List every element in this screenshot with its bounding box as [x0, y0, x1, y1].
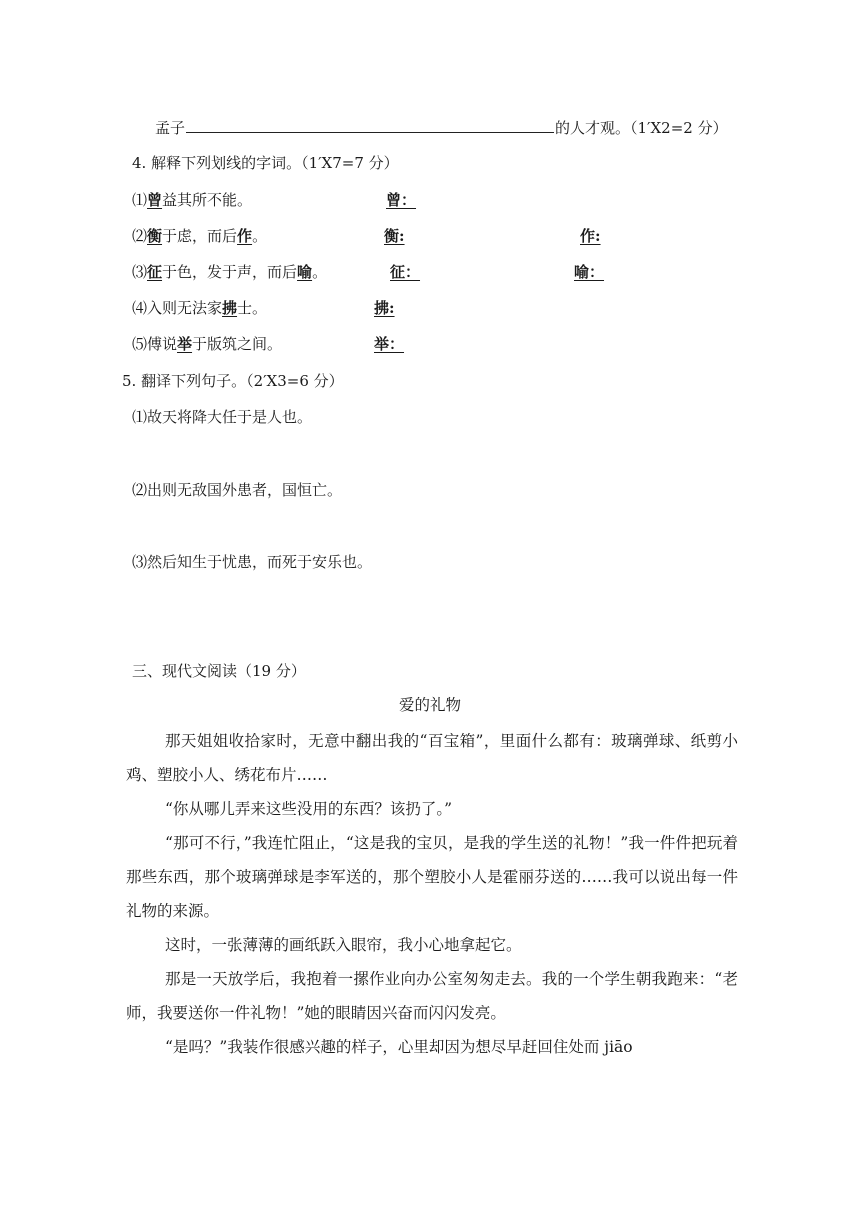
underlined-word: 喻 [297, 263, 313, 281]
item-number: ⑴ [132, 191, 148, 209]
q4-answer-3a: 征： [390, 263, 421, 281]
underlined-word: 衡 [147, 227, 163, 245]
q4-item-2 [132, 226, 267, 246]
item-text: 于色，发于声，而后 [162, 263, 298, 281]
q5-title: 5. 翻译下列句子。（2′X3=6 分） [122, 372, 344, 390]
answer-blank[interactable] [186, 117, 554, 133]
item-number: ⑵ [132, 227, 148, 245]
q3-suffix: 的人才观。（1′X2=2 分） [555, 119, 728, 137]
q3-prefix: 孟子 [155, 119, 186, 137]
q4-answer-2a: 衡: [384, 227, 405, 245]
article-paragraph-1: 那天姐姐收拾家时，无意中翻出我的“百宝箱”，里面什么都有：玻璃弹球、纸剪小鸡、塑胶小人、绣花布片…… [126, 732, 738, 784]
q5-item-1: ⑴故天将降大任于是人也。 [132, 408, 313, 426]
article-title: 爱的礼物 [398, 696, 461, 714]
underlined-word: 曾 [147, 191, 163, 209]
section-heading: 三、现代文阅读（19 分） [132, 662, 306, 680]
article-paragraph-5: 那是一天放学后，我抱着一摞作业向办公室匆匆走去。我的一个学生朝我跑来：“老师，我要送你一件礼物！”她的眼睛因兴奋而闪闪发亮。 [126, 970, 738, 1022]
q5-item-2: ⑵出则无敌国外患者，国恒亡。 [132, 481, 343, 499]
q3-line [155, 117, 728, 138]
q4-item-4 [132, 298, 267, 318]
item-text: 于虑，而后 [162, 227, 238, 245]
item-text: 入则无法家 [147, 299, 223, 317]
q4-item-1 [132, 190, 252, 210]
item-number: ⑷ [132, 299, 148, 317]
item-text: 傅说 [147, 335, 178, 353]
item-text: 。 [252, 227, 268, 245]
item-number: ⑸ [132, 335, 148, 353]
article-paragraph-2: “你从哪儿弄来这些没用的东西？该扔了。” [165, 800, 453, 818]
q4-item-5 [132, 334, 282, 354]
q4-answer-1a: 曾： [386, 191, 417, 209]
item-text: 。 [312, 263, 328, 281]
q4-item-3 [132, 262, 327, 282]
q4-title: 4. 解释下列划线的字词。（1′X7=7 分） [132, 154, 399, 172]
q4-answer-5a: 举： [374, 335, 405, 353]
q4-answer-2b: 作: [580, 227, 601, 245]
underlined-word: 作 [237, 227, 253, 245]
item-text: 士。 [237, 299, 268, 317]
q4-answer-4a: 拂: [374, 299, 395, 317]
q5-item-3: ⑶然后知生于忧患，而死于安乐也。 [132, 553, 373, 571]
underlined-word: 征 [147, 263, 163, 281]
item-text: 益其所不能。 [162, 191, 253, 209]
article-paragraph-3: “那可不行，”我连忙阻止，“这是我的宝贝，是我的学生送的礼物！”我一件件把玩着那些东西，那个玻璃弹球是李军送的，那个塑胶小人是霍丽芬送的……我可以说出每一件礼物的来源。 [126, 834, 738, 920]
article-paragraph-6: “是吗？”我装作很感兴趣的样子，心里却因为想尽早赶回住处而 jiāo [165, 1038, 633, 1056]
item-text: 于版筑之间。 [192, 335, 283, 353]
item-number: ⑶ [132, 263, 148, 281]
q4-answer-3b: 喻： [574, 263, 605, 281]
underlined-word: 拂 [222, 299, 238, 317]
underlined-word: 举 [177, 335, 193, 353]
article-paragraph-4: 这时，一张薄薄的画纸跃入眼帘，我小心地拿起它。 [165, 936, 522, 954]
